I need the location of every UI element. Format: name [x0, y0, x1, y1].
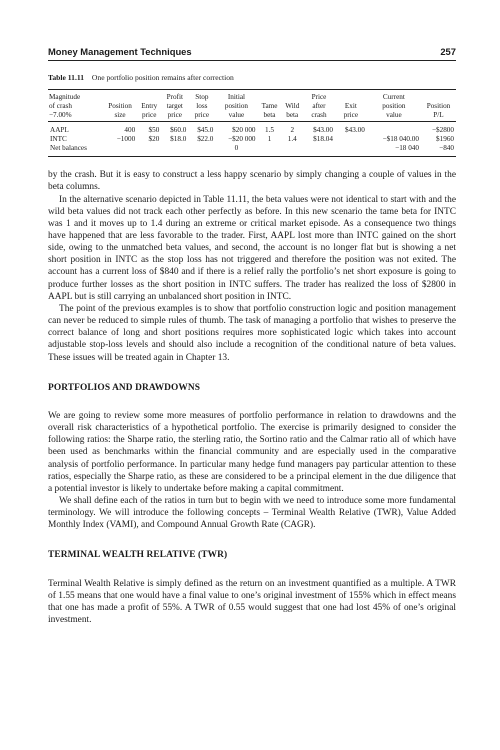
table-cell: $20 000: [232, 125, 256, 134]
table-cell: $43.00: [313, 125, 333, 134]
table-cell: INTC: [50, 134, 67, 143]
table-cell: 2: [290, 125, 295, 134]
table-cell: $18.04: [313, 134, 333, 143]
paragraph: We shall define each of the ratios in turn but to begin with we need to introduce some more fundamental terminology. We will introduce the following concepts – Terminal Wealth Relative (TWR), Value Added Monthly Index (VAMI), and Compound Annual Growth Rate (CAGR).: [48, 495, 456, 531]
table-cell: $20: [148, 134, 160, 143]
table-cell: $18.0: [170, 134, 187, 143]
header-position-pl: Position P/L: [421, 90, 456, 121]
table-cell: −1000: [116, 134, 136, 143]
table-cell: [367, 121, 421, 135]
table-cell: 1: [267, 134, 272, 143]
header-initial-value: Initial position value: [215, 90, 257, 121]
table-cell: 1.5: [265, 125, 274, 134]
table-cell: $45.0: [197, 125, 214, 134]
paragraph: The point of the previous examples is to show that portfolio construction logic and position management can never be reduced to simple rules of thumb. The task of managing a portfolio that wishes to preserve the correct balance of long and short positions requires more sophisticated logic which takes into account adjustable stop-loss levels and should also include a recognition of the conditional nature of beta values. These issues will be treated again in Chapter 13.: [48, 303, 456, 363]
table-cell: [281, 144, 303, 157]
header-current-value: Current position value: [367, 90, 421, 121]
header-entry-price: Entry price: [137, 90, 161, 121]
table-row-aapl: [48, 121, 456, 135]
header-profit-target: Profit target price: [161, 90, 188, 121]
page: [48, 46, 456, 626]
table-cell: −$2800: [431, 125, 454, 134]
header-exit-price: Exit price: [335, 90, 367, 121]
header-wild-beta: Wild beta: [281, 90, 303, 121]
header-tame-beta: Tame beta: [258, 90, 282, 121]
page-number: 257: [440, 46, 456, 57]
table-caption-number: Table 11.11: [48, 73, 85, 82]
table-cell: 400: [124, 125, 136, 134]
table-row-net-balances: [48, 144, 456, 157]
table-cell: $1960: [436, 134, 454, 143]
table-cell: −18 040: [367, 144, 421, 157]
table-cell: 0: [215, 144, 257, 157]
table-cell: [188, 144, 215, 157]
table-cell: −$20 000: [228, 134, 256, 143]
table-caption-text: One portfolio position remains after correction: [91, 73, 234, 82]
table-cell: $60.0: [170, 125, 187, 134]
running-head: [48, 46, 456, 61]
table-cell: [103, 144, 137, 157]
table-cell: $22.0: [197, 134, 214, 143]
table-cell: Net balances: [48, 144, 103, 157]
header-position-size: Position size: [103, 90, 137, 121]
paragraph: We are going to review some more measures of portfolio performance in relation to drawdowns and the overall risk characteristics of a hypothetical portfolio. The exercise is primarily designed to consider the following ratios: the Sharpe ratio, the sterling ratio, the Sortino ratio and the Calmar ratio all of which have been used as benchmarks within the financial community and are especially used in the comparative analysis of portfolio performance. In particular many hedge fund managers pay particular attention to these ratios, especially the Sharpe ratio, as these are considered to be a principal element in the due diligence that a potential investor is likely to undertake before making a capital commitment.: [48, 410, 456, 494]
section-heading-twr: TERMINAL WEALTH RELATIVE (TWR): [48, 550, 228, 561]
table-cell: [137, 144, 161, 157]
paragraph: In the alternative scenario depicted in Table 11.11, the beta values were not identical to start with and the wild beta values did not track each other perfectly as before. In this new scenario the tame beta for INTC was 1 and it moves up to 1.4 during an extreme or critical market episode. As a consequence two things have happened that are less favorable to the trader. First, AAPL lost more than INTC gained on the short side, owing to the unmatched beta values, and second, the account is no longer flat but is showing a net short position in INTC as the stop loss has not triggered and therefore the position was not exited. The account has a current loss of $840 and if there is a relief rally the portfolio’s net short exposure is going to produce further losses as the short position in INTC suffers. The trader has realized the loss of $2800 in AAPL but is still carrying an unbalanced short position in INTC.: [48, 194, 456, 302]
results-table: [48, 89, 456, 157]
table-cell: $43.00: [345, 125, 365, 134]
table-cell: 1.4: [287, 134, 297, 143]
table-cell: $50: [148, 125, 160, 134]
header-magnitude: Magnitude of crash −7.00%: [48, 90, 103, 121]
table-cell: −840: [421, 144, 456, 157]
table-cell: −$18 040.00: [382, 134, 419, 143]
running-head-title: Money Management Techniques: [48, 46, 192, 57]
paragraph: Terminal Wealth Relative is simply defined as the return on an investment quantified as a multiple. A TWR of 1.55 means that one would have a final value to one’s original investment of 155% which in effect means that one has made a profit of 55%. A TWR of 0.55 would suggest that one had lost 45% of one’s original investment.: [48, 578, 456, 626]
table-cell: [303, 144, 335, 157]
body-text: [48, 169, 456, 626]
table-cell: [335, 135, 367, 144]
table-cell: [258, 144, 282, 157]
table-cell: AAPL: [50, 125, 69, 134]
table-caption: [48, 73, 456, 82]
paragraph: by the crash. But it is easy to construct a less happy scenario by simply changing a couple of values in the beta columns.: [48, 170, 456, 193]
table-cell: [161, 144, 188, 157]
table-header-row: [48, 90, 456, 121]
header-price-after-crash: Price after crash: [303, 90, 335, 121]
table-row-intc: [48, 135, 456, 144]
section-heading-portfolios-drawdowns: PORTFOLIOS AND DRAWDOWNS: [48, 382, 201, 393]
table-cell: [335, 144, 367, 157]
header-stop-loss: Stop loss price: [188, 90, 215, 121]
